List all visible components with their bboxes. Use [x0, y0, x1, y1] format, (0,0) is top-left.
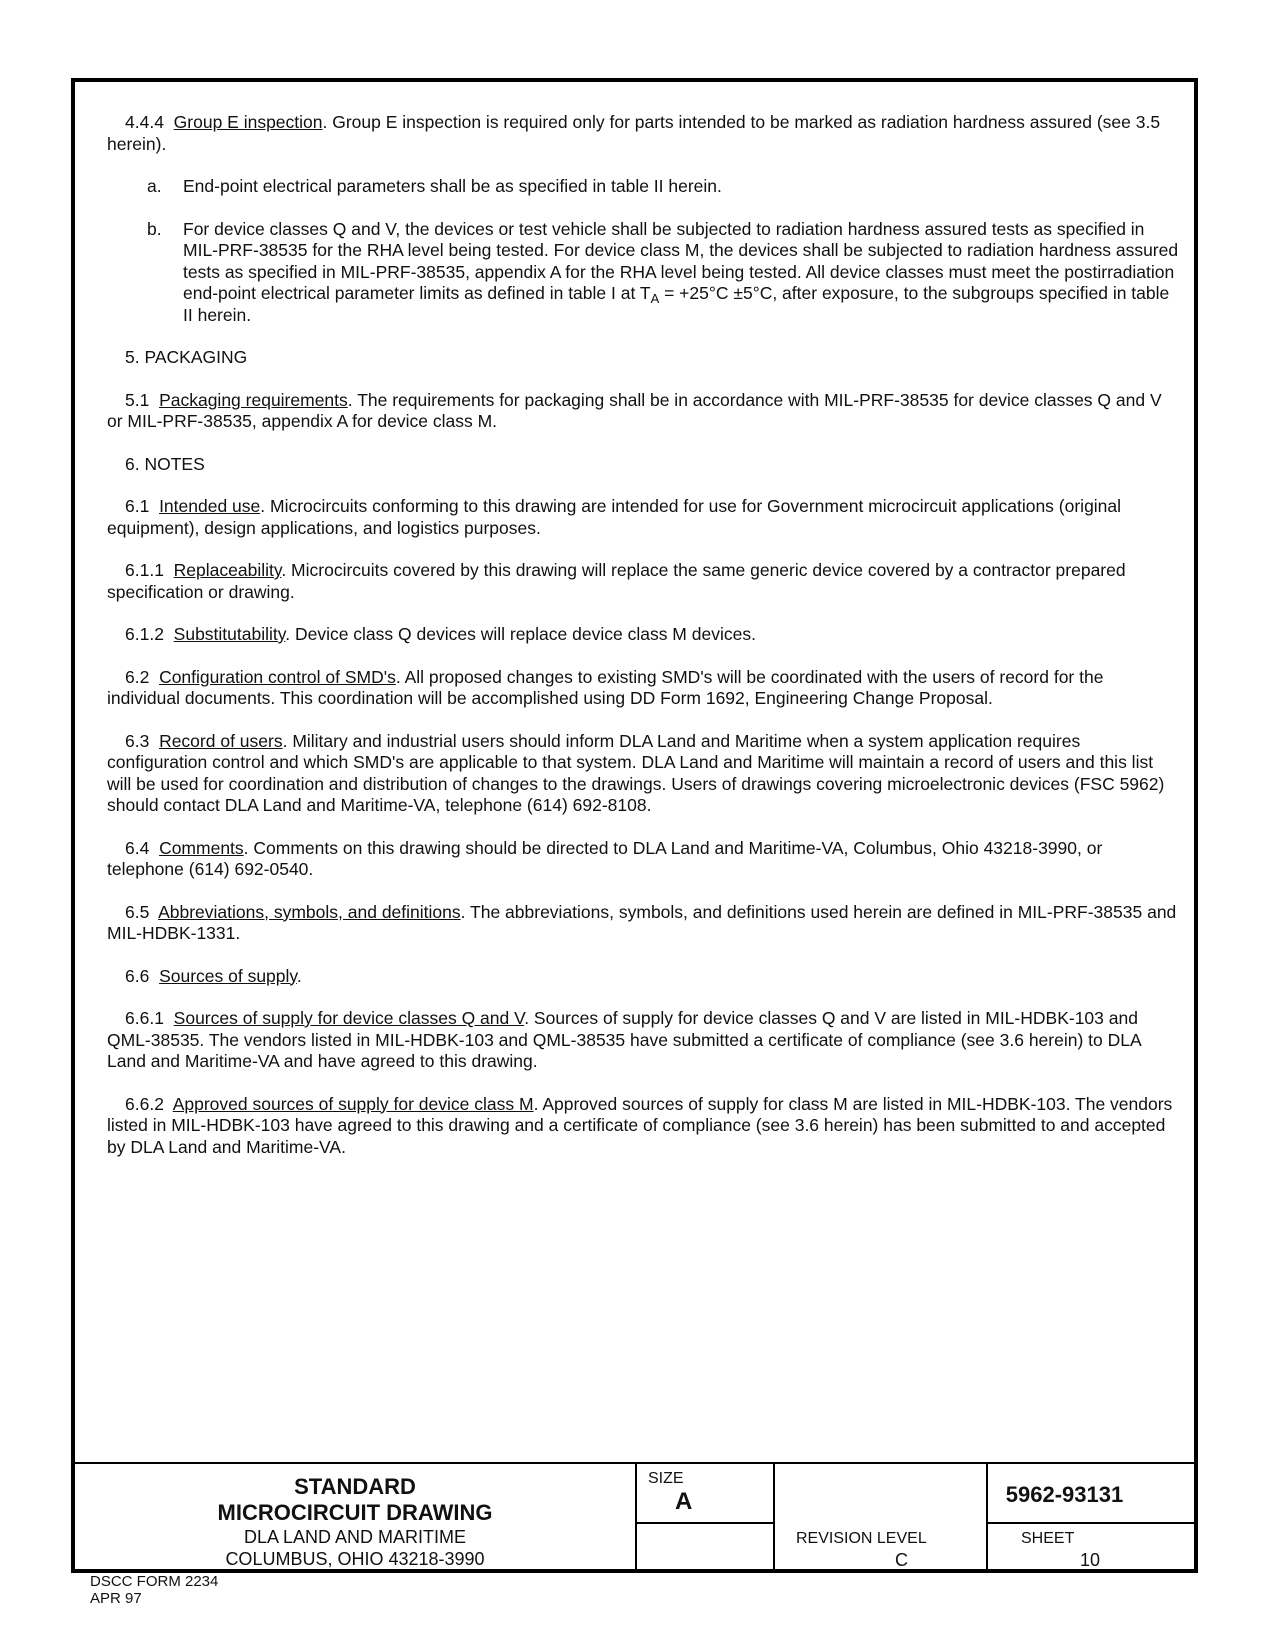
form-date: APR 97	[90, 1590, 142, 1607]
document-body	[107, 112, 1179, 1179]
title-block-rule	[635, 1522, 774, 1524]
list-item-a	[107, 176, 1179, 198]
paragraph-number: 6.6.1	[125, 1008, 164, 1028]
paragraph-text: . Military and industrial users should inform DLA Land and Maritime when a system application requires configuration control and which SMD's are applicable to that system. DLA Land and Maritime will maintain a record of users and this list will be used for coordination and distribution of changes to the drawings. Users of drawings covering microelectronic devices (FSC 5962) should contact DLA Land and Maritime-VA, telephone (614) 692-8108.	[107, 730, 1165, 815]
title-block-rule	[986, 1522, 1194, 1524]
paragraph-6-3	[107, 731, 1179, 817]
list-marker: a.	[147, 176, 162, 196]
drawing-number: 5962-93131	[1005, 1482, 1124, 1507]
paragraph-6-2	[107, 667, 1179, 710]
paragraph-number: 6.6	[125, 965, 150, 986]
paragraph-text: . Approved sources of supply for class M are listed in MIL-HDBK-103. The vendors listed in MIL-HDBK-103 have agreed to this drawing and a certificate of compliance (see 3.6 herein) has been submitted to and accepted by DLA Land and Maritime-VA.	[107, 1093, 1173, 1157]
sheet-label: SHEET	[1021, 1530, 1075, 1547]
form-identifier	[90, 1573, 218, 1607]
paragraph-text: . Microcircuits conforming to this drawing are intended for use for Government microcircuit applications (original equipment), design applications, and logistics purposes.	[107, 496, 1122, 538]
paragraph-title: Packaging requirements	[159, 389, 348, 410]
paragraph-6-1-2	[107, 624, 1179, 646]
title-block-divider	[773, 1462, 775, 1569]
paragraph-title: Record of users	[159, 730, 283, 751]
paragraph-number: 6.1	[125, 496, 150, 516]
title-block-divider	[635, 1462, 637, 1569]
paragraph-number: 6.1.2	[125, 624, 164, 644]
paragraph-number: 6.4	[125, 837, 150, 858]
org-line-2: COLUMBUS, OHIO 43218-3990	[225, 1549, 485, 1569]
paragraph-title: Intended use	[159, 496, 261, 516]
paragraph-number: 6.1.1	[125, 560, 164, 580]
section-heading-packaging: 5. PACKAGING	[125, 347, 248, 367]
paragraph-6-6	[107, 966, 1179, 988]
paragraph-text: . Device class Q devices will replace device class M devices.	[285, 624, 756, 644]
paragraph-text: .	[296, 965, 302, 986]
title-block	[75, 1462, 1194, 1569]
paragraph-title: Comments	[159, 837, 244, 858]
paragraph-text: . All proposed changes to existing SMD's will be coordinated with the users of record for the individual documents. This coordination will be accomplished using DD Form 1692, Engineering Change Proposal.	[107, 666, 1104, 708]
paragraph-5-1	[107, 390, 1179, 433]
drawing-title	[75, 1474, 635, 1570]
size-label: SIZE	[648, 1470, 684, 1487]
paragraph-number: 6.6.2	[125, 1093, 164, 1114]
paragraph-number: 4.4.4	[125, 112, 164, 132]
list-text: For device classes Q and V, the devices or test vehicle shall be subjected to radiation hardness assured tests as specified in MIL-PRF-38535 for the RHA level being tested. For device class M, the devices shall be subjected to radiation hardness assured tests as specified in MIL-PRF-38535, appendix A for the RHA level being tested. All device classes must meet the postirradiation end-point electrical parameter limits as defined in table I at T	[183, 218, 1179, 303]
list-text-continued: = +25°C ±5°C, after exposure, to the subgroups specified in table II herein.	[183, 283, 1170, 325]
paragraph-title: Sources of supply for device classes Q and V	[173, 1008, 525, 1028]
paragraph-number: 6.3	[125, 730, 150, 751]
paragraph-title: Substitutability	[173, 624, 286, 644]
list-text: End-point electrical parameters shall be as specified in table II herein.	[183, 176, 722, 196]
size-value: A	[675, 1488, 693, 1515]
paragraph-text: . The requirements for packaging shall be in accordance with MIL-PRF-38535 for device classes Q and V or MIL-PRF-38535, appendix A for device class M.	[107, 389, 1162, 431]
sheet-value: 10	[1080, 1550, 1101, 1570]
revision-label: REVISION LEVEL	[796, 1530, 927, 1547]
paragraph-text: . Group E inspection is required only for parts intended to be marked as radiation hardness assured (see 3.5 herein).	[107, 112, 1161, 154]
org-line-1: DLA LAND AND MARITIME	[243, 1527, 467, 1547]
paragraph-6-5	[107, 902, 1179, 945]
paragraph-6-1	[107, 496, 1179, 539]
paragraph-text: . Sources of supply for device classes Q and V are listed in MIL-HDBK-103 and QML-38535. The vendors listed in MIL-HDBK-103 and QML-38535 have submitted a certificate of compliance (see 3.6 herein) to DLA Land and Maritime-VA and have agreed to this drawing.	[107, 1008, 1141, 1071]
paragraph-number: 6.2	[125, 666, 150, 687]
paragraph-number: 5.1	[125, 389, 150, 410]
list-marker: b.	[147, 218, 162, 239]
paragraph-title: Configuration control of SMD's	[159, 666, 396, 687]
section-heading-notes: 6. NOTES	[125, 453, 205, 474]
title-line-2: MICROCIRCUIT DRAWING	[217, 1500, 493, 1525]
paragraph-6-1-1	[107, 560, 1179, 603]
subscript: A	[650, 291, 660, 306]
paragraph-title: Approved sources of supply for device class M	[172, 1093, 534, 1114]
paragraph-text: . The abbreviations, symbols, and definitions used herein are defined in MIL-PRF-38535 and MIL-HDBK-1331.	[107, 901, 1177, 943]
paragraph-title: Sources of supply	[159, 965, 297, 986]
paragraph-text: . Comments on this drawing should be directed to DLA Land and Maritime-VA, Columbus, Ohio 43218-3990, or telephone (614) 692-0540.	[107, 837, 1103, 879]
paragraph-title: Group E inspection	[173, 112, 323, 132]
paragraph-number: 6.5	[125, 901, 150, 922]
title-line-1: STANDARD	[294, 1474, 416, 1499]
title-block-divider	[986, 1462, 988, 1569]
paragraph-6-4	[107, 838, 1179, 881]
paragraph-6-6-1	[107, 1008, 1179, 1073]
list-item-b	[107, 219, 1179, 327]
revision-value: C	[895, 1550, 908, 1570]
paragraph-text: . Microcircuits covered by this drawing will replace the same generic device covered by a contractor prepared specification or drawing.	[107, 560, 1126, 602]
form-number: DSCC FORM 2234	[90, 1573, 219, 1590]
paragraph-title: Replaceability	[173, 560, 282, 580]
paragraph-4-4-4	[107, 112, 1179, 155]
paragraph-title: Abbreviations, symbols, and definitions	[158, 901, 461, 922]
paragraph-6-6-2	[107, 1094, 1179, 1159]
